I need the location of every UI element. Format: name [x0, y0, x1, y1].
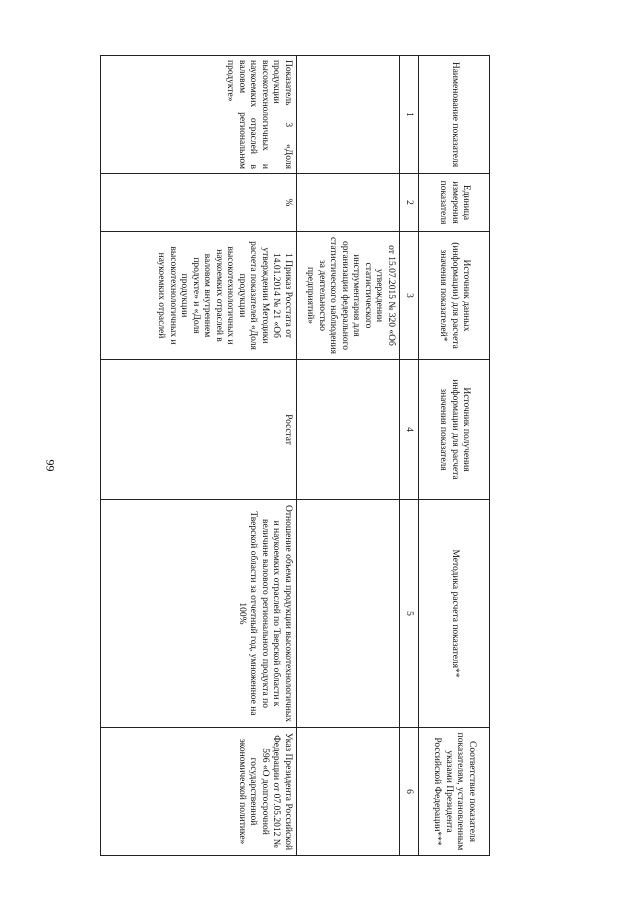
column-number: 3: [399, 232, 418, 360]
empty-cell: [296, 500, 399, 728]
header-info-source: Источник получения информации для расчета значения показателя: [418, 360, 489, 500]
table-row: [296, 56, 399, 856]
page-number: 99: [43, 459, 58, 472]
indicator-unit-cell: %: [101, 174, 297, 232]
continuation-source-cell: от 15.07.2015 № 320 «Об утверждении статистического инструментария для организации федерального статистического наблюдения за деятельностью предприятий»: [296, 232, 399, 360]
empty-cell: [296, 174, 399, 232]
column-number: 4: [399, 360, 418, 500]
empty-cell: [296, 728, 399, 856]
indicator-decree-cell: Указ Президента Российской Федерации от 07.05.2012 № 596 «О долгосрочной государственной экономической политике»: [101, 728, 297, 856]
table-row: [101, 56, 297, 856]
header-unit: Единица измерения показателя: [418, 174, 489, 232]
column-number: 5: [399, 500, 418, 728]
header-indicator-name: Наименование показателя: [418, 56, 489, 174]
header-data-source: Источник данных (информации) для расчета значения показателей*: [418, 232, 489, 360]
indicator-method-cell: Отношение объема продукции высокотехнологичных и наукоемких отраслей по Тверской области к величине валового регионального продукта по Тверской области за отчетный год, умноженное на 100%: [101, 500, 297, 728]
empty-cell: [296, 56, 399, 174]
indicator-info-source-cell: Росстат: [101, 360, 297, 500]
column-number: 2: [399, 174, 418, 232]
rotated-table-sheet: [100, 55, 490, 855]
indicator-name-cell: Показатель 3 «Доля продукции высокотехнологичных и наукоемких отраслей в валовом региональном продукте»: [101, 56, 297, 174]
header-method: Методика расчета показателя**: [418, 500, 489, 728]
column-number-row: [399, 56, 418, 856]
column-number: 1: [399, 56, 418, 174]
indicator-data-source-cell: 1 Приказ Росстата от 14.01.2014 № 21 «Об утверждении Методики расчета показателей «Доля продукции высокотехнологичных и наукоемких отраслей в валовом внутреннем продукте» и «Доля продукции высокотехнологичных и наукоемких отраслей: [101, 232, 297, 360]
empty-cell: [296, 360, 399, 500]
header-row: [418, 56, 489, 856]
indicator-table: [100, 55, 490, 856]
column-number: 6: [399, 728, 418, 856]
header-decree-compliance: Соответствие показателя показателям, установленным указами Президента Российской Федерации***: [418, 728, 489, 856]
